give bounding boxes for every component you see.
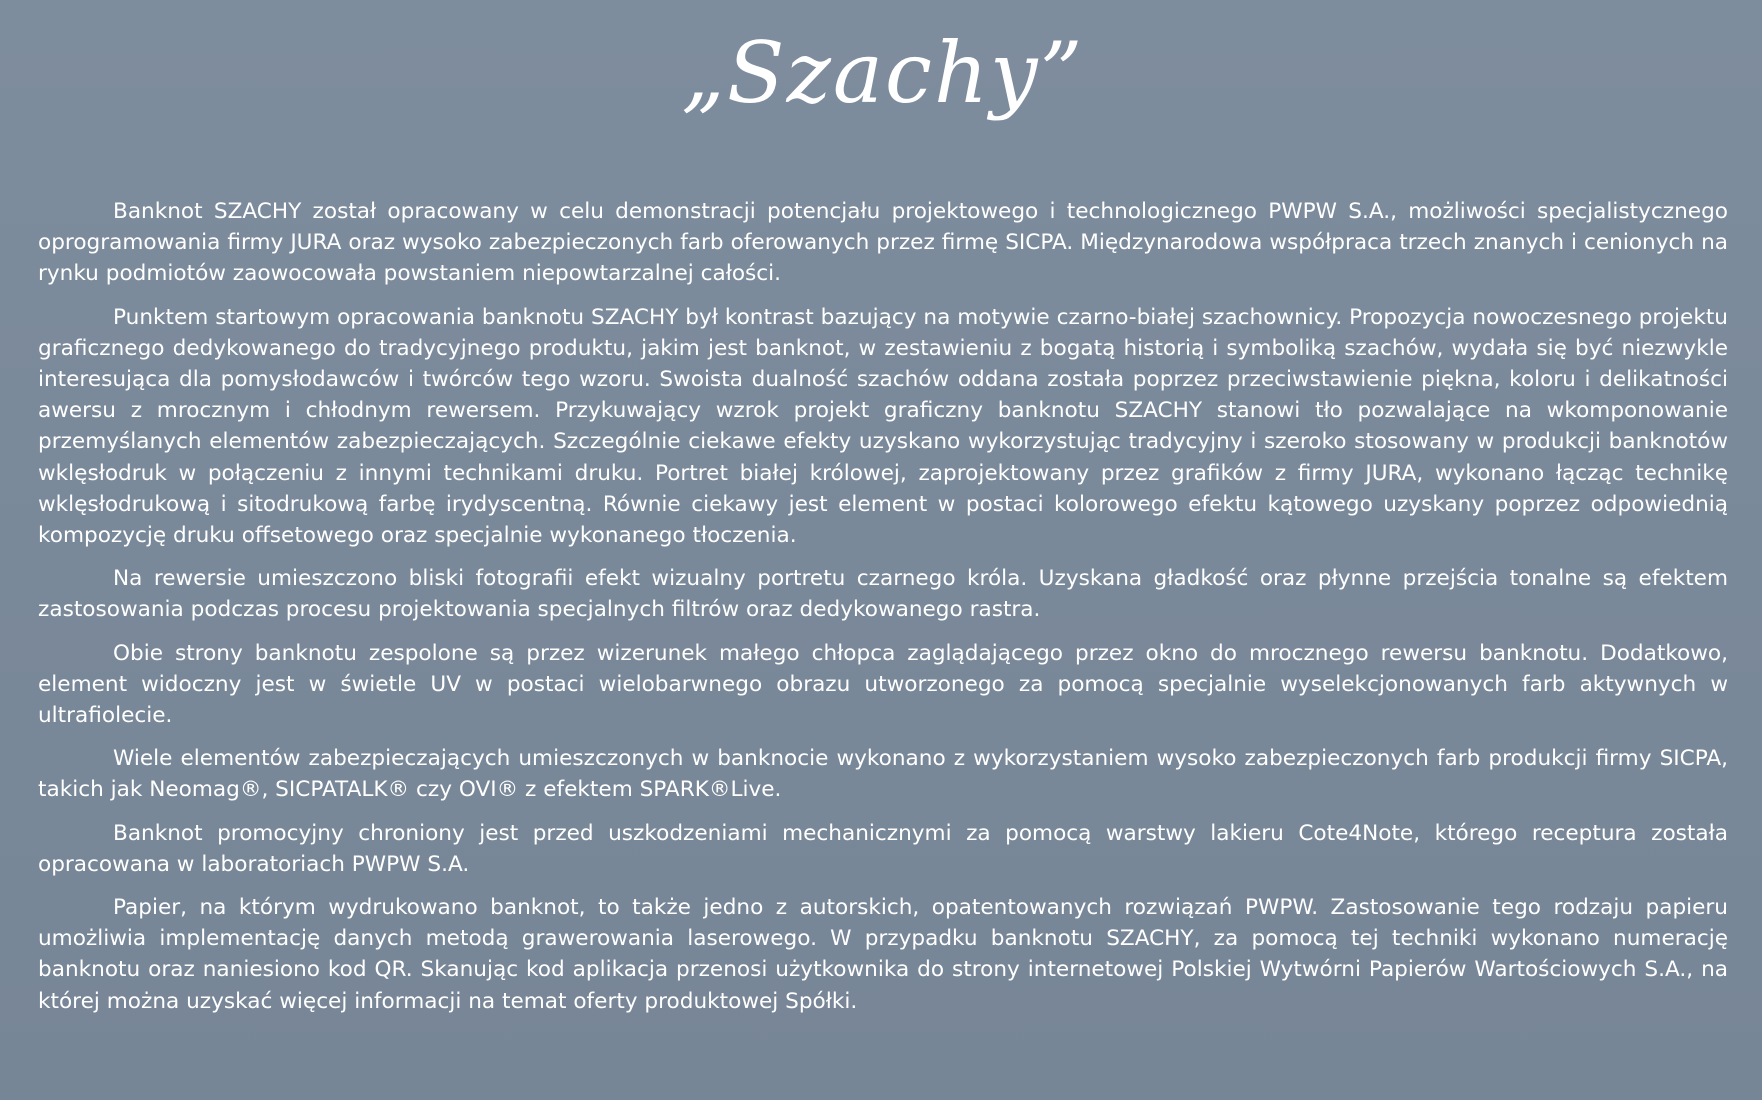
body-text bbox=[38, 196, 1728, 1029]
paragraph: Banknot promocyjny chroniony jest przed uszkodzeniami mechanicznymi za pomocą warstwy lakieru Cote4Note, którego receptura została opracowana w laboratoriach PWPW S.A. bbox=[38, 820, 1728, 877]
document-page bbox=[38, 0, 1728, 1100]
paragraph: Na rewersie umieszczono bliski fotografii efekt wizualny portretu czarnego króla. Uzyskana gładkość oraz płynne przejścia tonalne są efektem zastosowania podczas procesu projektowania specjalnych filtrów oraz dedykowanego rastra. bbox=[38, 566, 1728, 623]
page-title: „Szachy” bbox=[681, 24, 1085, 122]
paragraph: Obie strony banknotu zespolone są przez wizerunek małego chłopca zaglądającego przez okno do mrocznego rewersu banknotu. Dodatkowo, element widoczny jest w świetle UV w postaci wielobarwnego obrazu utworzonego za pomocą specjalnie wyselekcjonowanych farb aktywnych w ultrafiolecie. bbox=[38, 640, 1728, 729]
paragraph: Wiele elementów zabezpieczających umieszczonych w banknocie wykonano z wykorzystaniem wysoko zabezpieczonych farb produkcji firmy SICPA, takich jak Neomag®, SICPATALK® czy OVI® z efektem SPARK®Live. bbox=[38, 746, 1728, 803]
paragraph: Punktem startowym opracowania banknotu SZACHY był kontrast bazujący na motywie czarno-białej szachownicy. Propozycja nowoczesnego projektu graficznego dedykowanego do tradycyjnego produktu, jakim jest banknot, w zestawieniu z bogatą historią i symboliką szachów, wydała się być niezwykle interesująca dla pomysłodawców i twórców tego wzoru. Swoista dualność szachów oddana została poprzez przeciwstawienie piękna, koloru i delikatności awersu z mrocznym i chłodnym rewersem. Przykuwający wzrok projekt graficzny banknotu SZACHY stanowi tło pozwalające na wkomponowanie przemyślanych elementów zabezpieczających. Szczególnie ciekawe efekty uzyskano wykorzystując tradycyjny i szeroko stosowany w produkcji banknotów wklęsłodruk w połączeniu z innymi technikami druku. Portret białej królowej, zaprojektowany przez grafików z firmy JURA, wykonano łącząc technikę wklęsłodrukową i sitodrukową farbę irydyscentną. Równie ciekawy jest element w postaci kolorowego efektu kątowego uzyskany poprzez odpowiednią kompozycję druku offsetowego oraz specjalnie wykonanego tłoczenia. bbox=[38, 304, 1728, 549]
paragraph: Papier, na którym wydrukowano banknot, to także jedno z autorskich, opatentowanych rozwiązań PWPW. Zastosowanie tego rodzaju papieru umożliwia implementację danych metodą grawerowania laserowego. W przypadku banknotu SZACHY, za pomocą tej techniki wykonano numerację banknotu oraz naniesiono kod QR. Skanując kod aplikacja przenosi użytkownika do strony internetowej Polskiej Wytwórni Papierów Wartościowych S.A., na której można uzyskać więcej informacji na temat oferty produktowej Spółki. bbox=[38, 895, 1728, 1014]
paragraph: Banknot SZACHY został opracowany w celu demonstracji potencjału projektowego i technologicznego PWPW S.A., możliwości specjalistycznego oprogramowania firmy JURA oraz wysoko zabezpieczonych farb oferowanych przez firmę SICPA. Międzynarodowa współpraca trzech znanych i cenionych na rynku podmiotów zaowocowała powstaniem niepowtarzalnej całości. bbox=[38, 199, 1728, 287]
